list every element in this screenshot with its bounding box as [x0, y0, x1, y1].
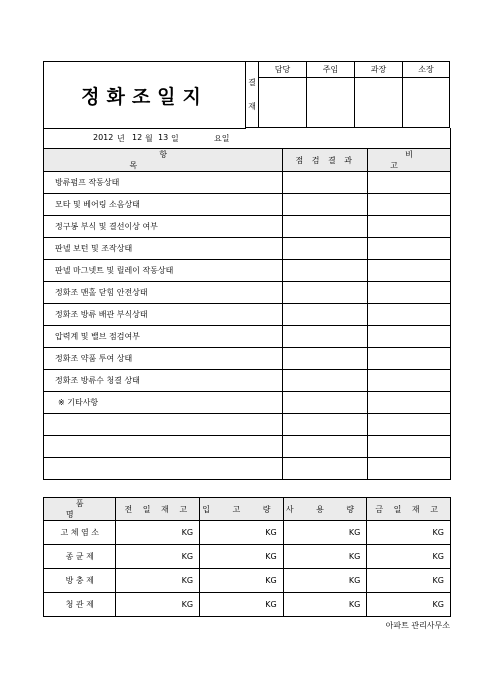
header-note [368, 149, 451, 172]
checklist-row [44, 326, 451, 348]
check-note-cell[interactable] [368, 326, 451, 348]
blank-cell[interactable] [44, 458, 283, 480]
blank-cell[interactable] [368, 458, 451, 480]
check-note-cell[interactable] [368, 260, 451, 282]
blank-row [44, 458, 451, 480]
check-note-cell[interactable] [368, 216, 451, 238]
blank-cell[interactable] [44, 414, 283, 436]
checklist-item: 모타 및 베어링 소음상태 [44, 194, 283, 216]
inv-in-cell[interactable]: KG [200, 569, 284, 593]
inv-prev-cell[interactable]: KG [116, 521, 200, 545]
date-day[interactable]: 13 [158, 133, 169, 142]
checklist-item: 압력계 및 밸브 점검여부 [44, 326, 283, 348]
blank-row [44, 414, 451, 436]
blank-cell[interactable] [44, 436, 283, 458]
inventory-row [44, 545, 451, 569]
inv-today-cell[interactable]: KG [367, 593, 451, 617]
inv-prev-cell[interactable]: KG [116, 593, 200, 617]
inv-today-cell[interactable]: KG [367, 521, 451, 545]
approval-sign-4[interactable] [403, 78, 450, 128]
blank-cell[interactable] [283, 414, 368, 436]
other-row [44, 392, 451, 414]
inv-today-cell[interactable]: KG [367, 545, 451, 569]
inv-header-name-label: 품 명 [65, 499, 104, 519]
checklist-item: 방류펌프 작동상태 [44, 172, 283, 194]
other-result-cell[interactable] [283, 392, 368, 414]
checklist-item: 판넬 마그넷트 및 릴레이 작동상태 [44, 260, 283, 282]
inv-item-name: 청 관 제 [44, 593, 116, 617]
checklist-row [44, 348, 451, 370]
approval-sign-1[interactable] [259, 78, 307, 128]
approval-table [245, 61, 450, 128]
inv-in-cell[interactable]: KG [200, 593, 284, 617]
header-note-label: 비 고 [390, 150, 443, 170]
checklist-row [44, 304, 451, 326]
checklist-item: 정화조 맨홀 닫힘 안전상태 [44, 282, 283, 304]
inv-in-cell[interactable]: KG [200, 521, 284, 545]
checklist-header-row [44, 149, 451, 172]
checklist-item: 판넬 보턴 및 조작상태 [44, 238, 283, 260]
approval-label [246, 62, 259, 128]
date-day-unit: 일 [171, 134, 179, 143]
inv-header-prev [116, 498, 200, 521]
inv-prev-cell[interactable]: KG [116, 569, 200, 593]
inv-item-name: 종 균 제 [44, 545, 116, 569]
inv-used-cell[interactable]: KG [283, 521, 367, 545]
check-note-cell[interactable] [368, 238, 451, 260]
checklist-table [43, 148, 451, 480]
office-footer: 아파트 관리사무소 [385, 621, 450, 630]
check-result-cell[interactable] [283, 238, 368, 260]
checklist-row [44, 260, 451, 282]
approval-label-top: 결 [248, 77, 256, 87]
checklist-row [44, 282, 451, 304]
header-result-label: 점 검 결 과 [295, 155, 356, 165]
checklist-item: 정화조 약품 투여 상태 [44, 348, 283, 370]
checklist-row [44, 172, 451, 194]
blank-cell[interactable] [283, 436, 368, 458]
checklist-row [44, 370, 451, 392]
check-result-cell[interactable] [283, 194, 368, 216]
blank-cell[interactable] [368, 436, 451, 458]
check-note-cell[interactable] [368, 282, 451, 304]
header-result [283, 149, 368, 172]
header-item [44, 149, 283, 172]
inv-header-today [367, 498, 451, 521]
approval-role-4: 소장 [403, 62, 450, 78]
checklist-row [44, 216, 451, 238]
inventory-header-row [44, 498, 451, 521]
inv-header-name [44, 498, 116, 521]
inv-header-prev-label: 전 일 재 고 [124, 504, 192, 514]
other-note-cell[interactable] [368, 392, 451, 414]
approval-role-3: 과장 [355, 62, 403, 78]
inv-header-used [283, 498, 367, 521]
date-year-unit: 년 [117, 134, 125, 143]
inv-used-cell[interactable]: KG [283, 593, 367, 617]
inventory-row [44, 569, 451, 593]
title-box [43, 61, 246, 129]
inventory-row [44, 521, 451, 545]
date-weekday-label: 요일 [214, 134, 230, 143]
inv-item-name: 방 충 제 [44, 569, 116, 593]
check-result-cell[interactable] [283, 326, 368, 348]
inventory-row [44, 593, 451, 617]
approval-role-2: 주임 [307, 62, 355, 78]
check-result-cell[interactable] [283, 304, 368, 326]
inv-header-used-label: 사 용 량 [285, 504, 365, 514]
check-result-cell[interactable] [283, 216, 368, 238]
checklist-row [44, 194, 451, 216]
check-note-cell[interactable] [368, 348, 451, 370]
approval-label-bottom: 재 [248, 101, 256, 111]
checklist-item: 정화조 방류 배관 부식상태 [44, 304, 283, 326]
inv-item-name: 고 체 염 소 [44, 521, 116, 545]
checklist-item: 정화조 방류수 청결 상태 [44, 370, 283, 392]
check-result-cell[interactable] [283, 172, 368, 194]
blank-row [44, 436, 451, 458]
inv-header-in-label: 입 고 량 [202, 504, 281, 514]
check-note-cell[interactable] [368, 172, 451, 194]
inv-today-cell[interactable]: KG [367, 569, 451, 593]
header-item-label: 항 목 [129, 150, 228, 170]
inventory-table [43, 497, 451, 617]
blank-cell[interactable] [368, 414, 451, 436]
check-result-cell[interactable] [283, 370, 368, 392]
date-year[interactable]: 2012 [93, 133, 114, 142]
inv-in-cell[interactable]: KG [200, 545, 284, 569]
date-month[interactable]: 12 [132, 133, 143, 142]
check-note-cell[interactable] [368, 370, 451, 392]
check-result-cell[interactable] [283, 260, 368, 282]
inv-used-cell[interactable]: KG [283, 569, 367, 593]
inv-header-in [200, 498, 284, 521]
other-label: ※ 기타사항 [44, 392, 283, 414]
blank-cell[interactable] [283, 458, 368, 480]
checklist-item: 정구봉 부식 및 결선이상 여부 [44, 216, 283, 238]
page-title: 정화조일지 [81, 85, 208, 108]
inv-prev-cell[interactable]: KG [116, 545, 200, 569]
date-row [43, 128, 451, 148]
inv-used-cell[interactable]: KG [283, 545, 367, 569]
approval-sign-2[interactable] [307, 78, 355, 128]
check-result-cell[interactable] [283, 348, 368, 370]
check-note-cell[interactable] [368, 194, 451, 216]
checklist-row [44, 238, 451, 260]
inv-header-today-label: 금 일 재 고 [375, 504, 442, 514]
approval-role-1: 담당 [259, 62, 307, 78]
check-note-cell[interactable] [368, 304, 451, 326]
check-result-cell[interactable] [283, 282, 368, 304]
approval-sign-3[interactable] [355, 78, 403, 128]
date-month-unit: 월 [145, 134, 153, 143]
